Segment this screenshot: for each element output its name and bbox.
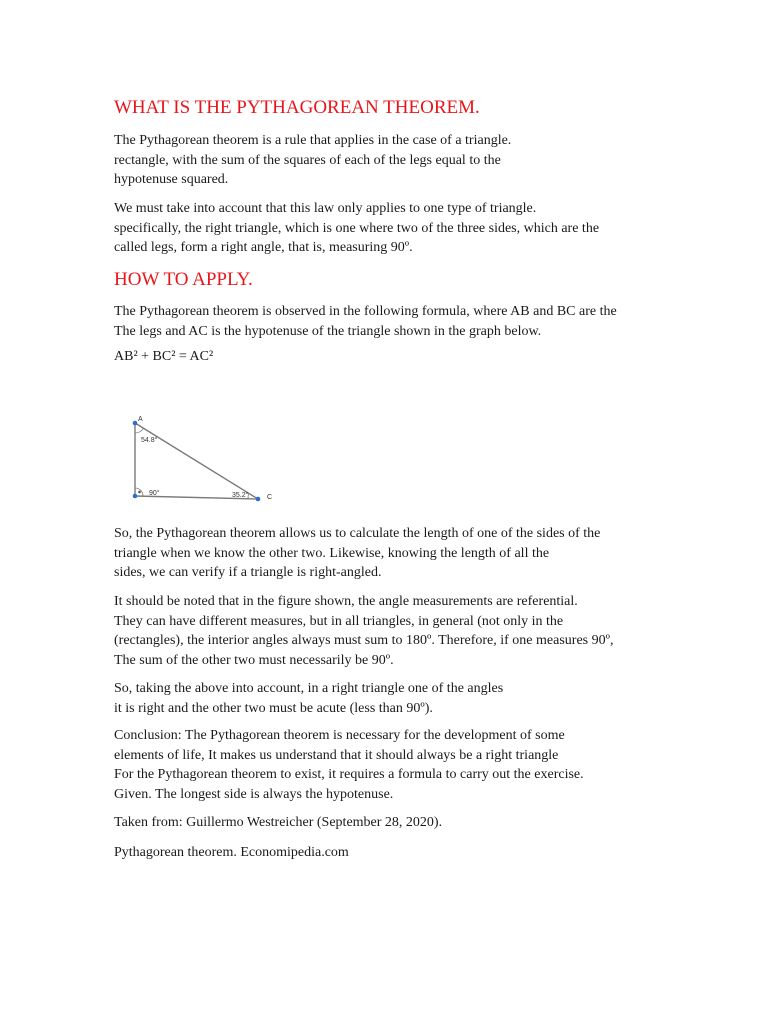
- text-line: elements of life, It makes us understand that it should always be a right triangle: [114, 747, 559, 763]
- pythagorean-formula: AB² + BC² = AC²: [114, 349, 214, 364]
- text-line: (rectangles), the interior angles always must sum to 180º. Therefore, if one measures 90º,: [114, 633, 614, 648]
- text-line: They can have different measures, but in all triangles, in general (not only in the: [114, 613, 564, 629]
- angle-c-label: 35.2°: [232, 492, 249, 499]
- text-line: sides, we can verify if a triangle is right-angled.: [114, 565, 382, 580]
- angle-a-label: 54.8°: [141, 437, 158, 444]
- text-line: We must take into account that this law only applies to one type of triangle.: [114, 201, 537, 216]
- heading-how-to-apply: HOW TO APPLY.: [114, 269, 253, 290]
- paragraph-formula-intro: [114, 302, 617, 341]
- vertex-b-point: [133, 494, 138, 499]
- paragraph-acute-angles: [114, 679, 503, 718]
- angle-arc-a: [135, 428, 144, 433]
- paragraph-angles-note: [114, 592, 613, 670]
- vertex-a-label: A: [138, 416, 143, 423]
- text-line: The Pythagorean theorem is observed in the following formula, where AB and BC are the: [114, 304, 617, 319]
- angle-b-label: 90°: [149, 490, 160, 497]
- paragraph-definition: [114, 131, 511, 190]
- text-line: The Pythagorean theorem is a rule that applies in the case of a triangle.: [114, 133, 512, 148]
- side-ac: [135, 423, 258, 499]
- text-line: The legs and AC is the hypotenuse of the triangle shown in the graph below.: [114, 323, 542, 339]
- paragraph-right-triangle: [114, 199, 599, 258]
- text-line: The sum of the other two must necessarily be 90º.: [114, 652, 394, 668]
- text-line: For the Pythagorean theorem to exist, it requires a formula to carry out the exercise.: [114, 767, 584, 782]
- paragraph-conclusion: [114, 726, 584, 804]
- vertex-c-label: C: [267, 494, 273, 501]
- text-line: triangle when we know the other two. Likewise, knowing the length of all the: [114, 545, 550, 561]
- vertex-a-point: [133, 421, 138, 426]
- text-line: It should be noted that in the figure shown, the angle measurements are referential.: [114, 594, 578, 609]
- text-line: called legs, form a right angle, that is, measuring 90º.: [114, 240, 413, 255]
- text-line: it is right and the other two must be acute (less than 90º).: [114, 700, 433, 716]
- paragraph-calculate: [114, 524, 600, 583]
- text-line: So, taking the above into account, in a right triangle one of the angles: [114, 681, 504, 696]
- source-citation: Taken from: Guillermo Westreicher (September 28, 2020).: [114, 815, 443, 830]
- heading-what-is: WHAT IS THE PYTHAGOREAN THEOREM.: [114, 97, 480, 118]
- text-line: hypotenuse squared.: [114, 172, 229, 187]
- source-website: Pythagorean theorem. Economipedia.com: [114, 845, 349, 860]
- vertex-c-point: [256, 497, 261, 502]
- triangle-diagram: [118, 410, 290, 506]
- text-line: Given. The longest side is always the hypotenuse.: [114, 786, 394, 802]
- text-line: Conclusion: The Pythagorean theorem is necessary for the development of some: [114, 728, 565, 743]
- right-angle-marker: [138, 491, 141, 494]
- text-line: rectangle, with the sum of the squares of each of the legs equal to the: [114, 152, 501, 168]
- text-line: So, the Pythagorean theorem allows us to calculate the length of one of the sides of the: [114, 526, 601, 541]
- triangle-figure: [118, 410, 290, 506]
- text-line: specifically, the right triangle, which is one where two of the three sides, which are the: [114, 220, 600, 236]
